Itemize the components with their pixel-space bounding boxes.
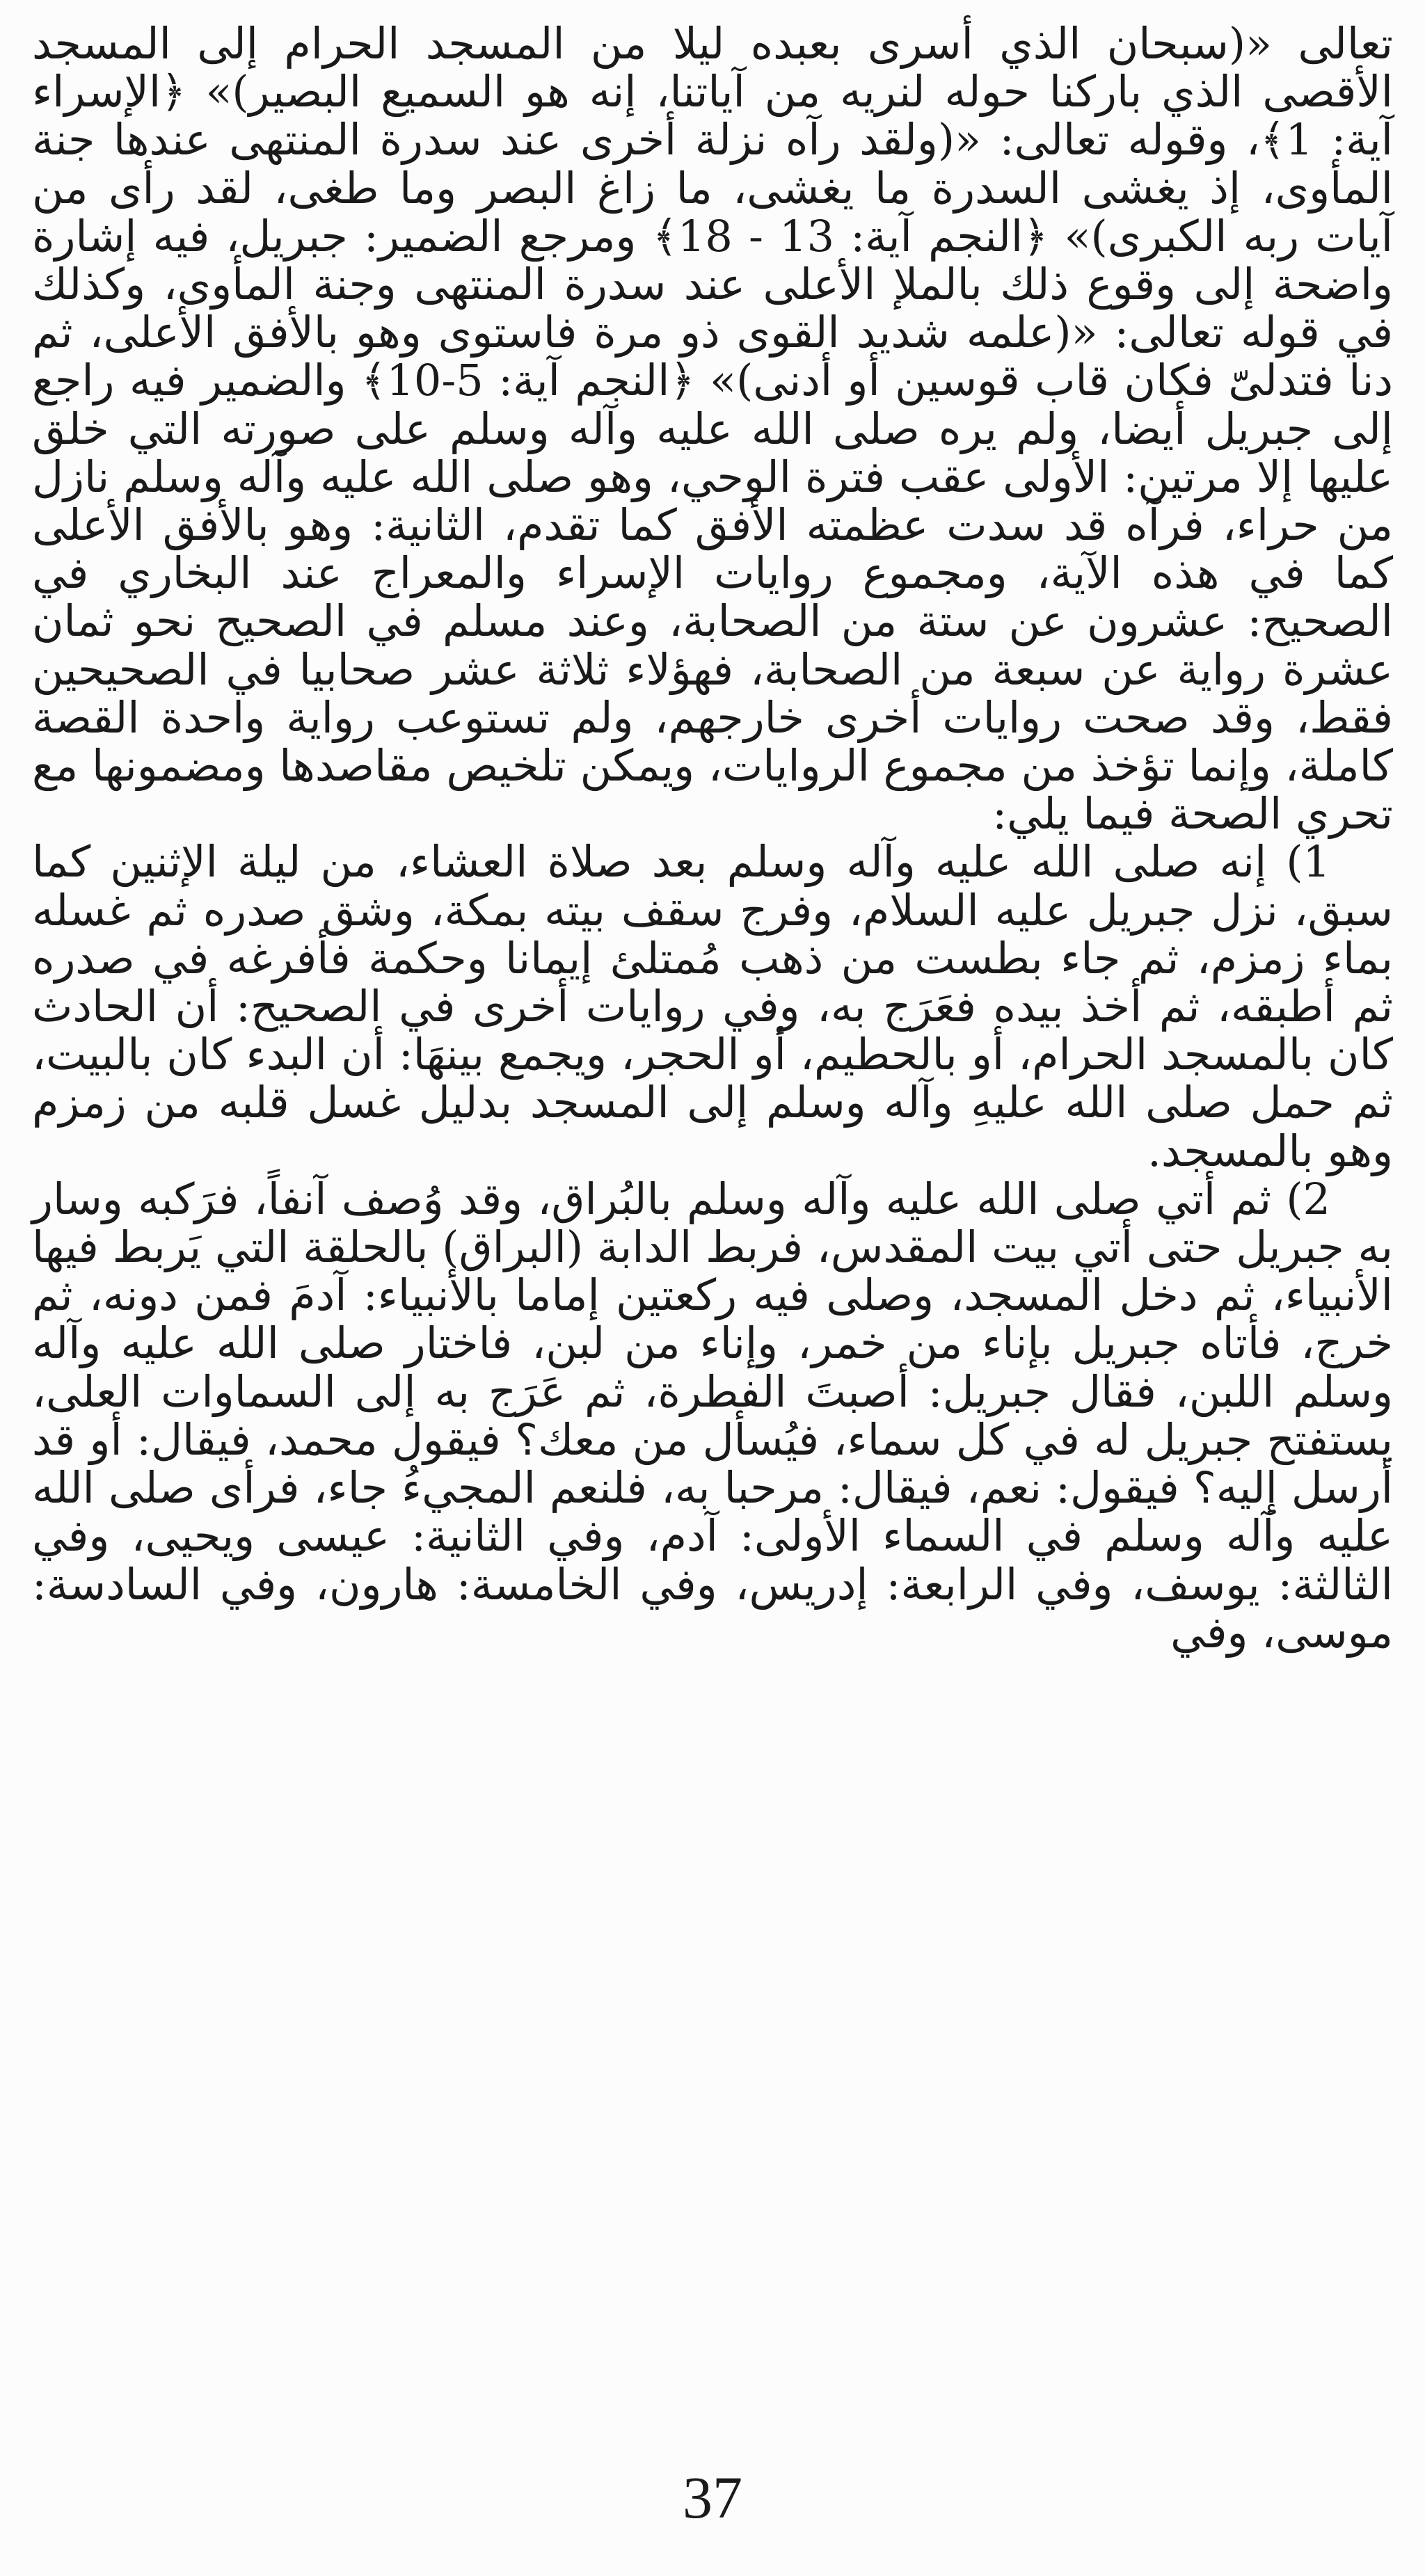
page-number: 37 bbox=[683, 2464, 742, 2531]
paragraph-intro: تعالى «(سبحان الذي أسرى بعبده ليلا من المسجد الحرام إلى المسجد الأقصى الذي باركنا حوله لنريه من آياتنا، إنه هو السميع البصير)» ﴿الإسراء آية: 1﴾، وقوله تعالى: «(ولقد رآه نزلة أخرى عند سدرة المنتهى عندها جنة المأوى، إذ يغشى السدرة ما يغشى، ما زاغ البصر وما طغى، لقد رأى من آيات ربه الكبرى)» ﴿النجم آية: 13 - 18﴾ ومرجع الضمير: جبريل، فيه إشارة واضحة إلى وقوع ذلك بالملإ الأعلى عند سدرة المنتهى وجنة المأوى، وكذلك في قوله تعالى: «(علمه شديد القوى ذو مرة فاستوى وهو بالأفق الأعلى، ثم دنا فتدلىّ فكان قاب قوسين أو أدنى)» ﴿النجم آية: 5-10﴾ والضمير فيه راجع إلى جبريل أيضا، ولم يره صلى الله عليه وآله وسلم على صورته التي خلق عليها إلا مرتين: الأولى عقب فترة الوحي، وهو صلى الله عليه وآله وسلم نازل من حراء، فرآه قد سدت عظمته الأفق كما تقدم، الثانية: وهو بالأفق الأعلى كما في هذه الآية، ومجموع روايات الإسراء والمعراج عند البخاري في الصحيح: عشرون عن ستة من الصحابة، وعند مسلم في الصحيح نحو ثمان عشرة رواية عن سبعة من الصحابة، فهؤلاء ثلاثة عشر صحابيا في الصحيحين فقط، وقد صحت روايات أخرى خارجهم، ولم تستوعب رواية واحدة القصة كاملة، وإنما تؤخذ من مجموع الروايات، ويمكن تلخيص مقاصدها ومضمونها مع تحري الصحة فيما يلي: bbox=[32, 18, 1394, 840]
paragraph-point-2: 2) ثم أتي صلى الله عليه وآله وسلم بالبُراق، وقد وُصف آنفاً، فرَكبه وسار به جبريل حتى أتي بيت المقدس، فربط الدابة (البراق) بالحلقة التي يَربط فيها الأنبياء، ثم دخل المسجد، وصلى فيه ركعتين إماما بالأنبياء: آدمَ فمن دونه، ثم خرج، فأتاه جبريل بإناء من خمر، وإناء من لبن، فاختار صلى الله عليه وآله وسلم اللبن، فقال جبريل: أصبتَ الفطرة، ثم عَرَج به إلى السماوات العلى، يستفتح جبريل له في كل سماء، فيُسأل من معك؟ فيقول محمد، فيقال: أو قد أرسل إليه؟ فيقول: نعم، فيقال: مرحبا به، فلنعم المجيءُ جاء، فرأى صلى الله عليه وآله وسلم في السماء الأولى: آدم، وفي الثانية: عيسى ويحيى، وفي الثالثة: يوسف، وفي الرابعة: إدريس، وفي الخامسة: هارون، وفي السادسة: موسى، وفي bbox=[32, 1173, 1393, 1658]
body-text bbox=[32, 19, 1393, 1656]
paragraph-point-1: 1) إنه صلى الله عليه وآله وسلم بعد صلاة العشاء، من ليلة الإثنين كما سبق، نزل جبريل عليه السلام، وفرج سقف بيته بمكة، وشق صدره ثم غسله بماء زمزم، ثم جاء بطست من ذهب مُمتلئ إيمانا وحكمة فأفرغه في صدره ثم أطبقه، ثم أخذ بيده فعَرَج به، وفي روايات أخرى في الصحيح: أن الحادث كان بالمسجد الحرام، أو بالحطيم، أو الحجر، ويجمع بينهَا: أن البدء كان بالبيت، ثم حمل صلى الله عليهِ وآله وسلم إلى المسجد بدليل غسل قلبه من زمزم وهو بالمسجد. bbox=[32, 836, 1393, 1176]
